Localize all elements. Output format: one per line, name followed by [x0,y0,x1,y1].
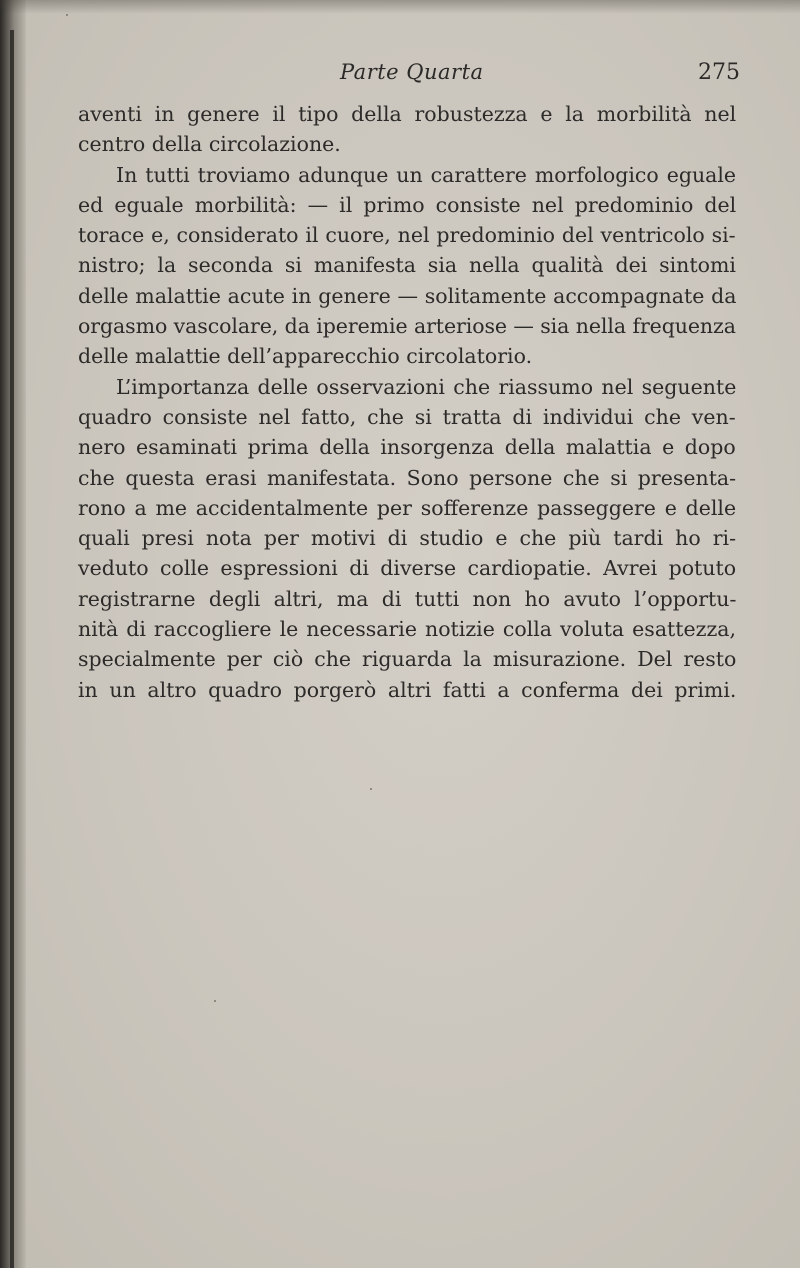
text-line: aventi in genere il tipo della robustezza e la morbilità nel [78,102,737,126]
paper-speck [66,14,68,16]
text-line: centro della circolazione. [78,132,341,157]
running-head-title: Parte Quarta [340,60,484,84]
text-line: registrarne degli altri, ma di tutti non ho avuto l’opportu- [78,586,737,611]
page-top-shadow [0,0,800,14]
paper-speck [214,1000,216,1002]
text-line: specialmente per ciò che riguarda la misurazione. Del resto [78,647,737,672]
text-line: ed eguale morbilità: — il primo consiste nel predominio del [78,192,737,217]
text-line: L’importanza delle osservazioni che riassumo nel seguente [116,374,737,399]
paragraph-3 [78,372,736,705]
body-text [78,99,736,705]
text-line: nità di raccogliere le necessarie notizie colla voluta esattezza, [78,617,736,642]
text-line: delle malattie dell’apparecchio circolatorio. [78,344,533,369]
paper-speck [370,788,372,790]
text-line: In tutti troviamo adunque un carattere morfologico eguale [116,162,737,187]
text-line: quali presi nota per motivi di studio e che più tardi ho ri- [78,526,737,551]
text-line: nistro; la seconda si manifesta sia nella qualità dei sintomi [78,253,736,278]
paragraph-1 [78,99,736,160]
page-number: 275 [698,60,740,85]
book-binding-shadow [10,30,14,1268]
text-line: orgasmo vascolare, da iperemie arteriose — sia nella frequenza [78,314,736,339]
text-line: delle malattie acute in genere — solitamente accompagnate da [78,283,737,308]
paragraph-2 [78,160,736,372]
text-line: che questa erasi manifestata. Sono persone che si presenta- [78,465,737,490]
text-line: torace e, considerato il cuore, nel predominio del ventricolo si- [78,223,736,248]
text-line: veduto colle espressioni di diverse cardiopatie. Avrei potuto [78,556,737,581]
running-head [0,60,800,94]
text-line: quadro consiste nel fatto, che si tratta di individui che ven- [78,404,736,429]
text-line: nero esaminati prima della insorgenza della malattia e dopo [78,435,736,460]
text-line: rono a me accidentalmente per sofferenze passeggere e delle [78,495,737,520]
text-line: in un altro quadro porgerò altri fatti a conferma dei primi. [78,677,737,702]
